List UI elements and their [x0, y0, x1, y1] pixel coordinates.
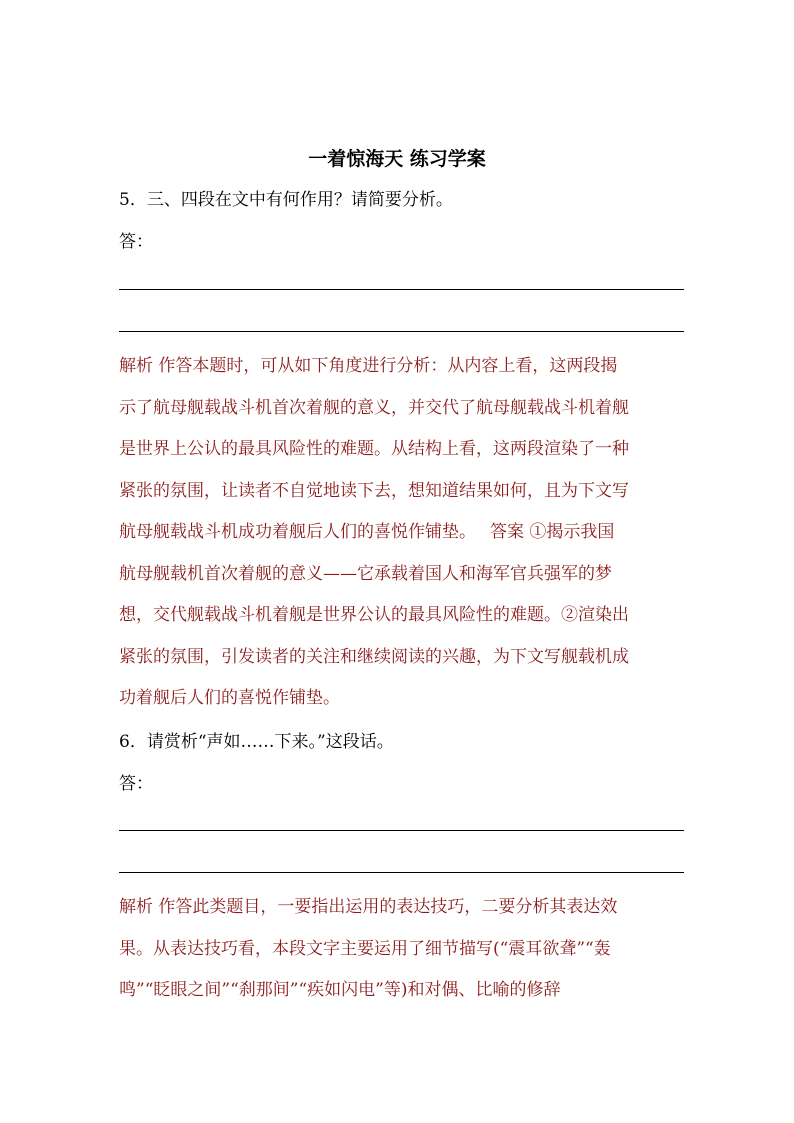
answer-label-5: 答： — [119, 232, 153, 252]
answer-5-line-8: 紧张的氛围，引发读者的关注和继续阅读的兴趣，为下文写舰载机成 — [119, 647, 629, 667]
answer-label-6: 答： — [119, 774, 153, 794]
analysis-5-line-2: 示了航母舰载战斗机首次着舰的意义，并交代了航母舰载战斗机着舰 — [119, 398, 629, 418]
page-title: 一着惊海天 练习学案 — [308, 148, 486, 170]
question-6: 6．请赏析“声如……下来。”这段话。 — [119, 732, 394, 752]
answer-blank-line-1 — [119, 289, 684, 290]
answer-5-line-9: 功着舰后人们的喜悦作铺垫。 — [119, 688, 340, 708]
analysis-5-line-5-text: 航母舰载战斗机成功着舰后人们的喜悦作铺垫。 — [119, 522, 476, 542]
analysis-5-line-1: 解析 作答本题时，可从如下角度进行分析：从内容上看，这两段揭 — [119, 356, 618, 376]
answer-5-line-7: 想，交代舰载战斗机着舰是世界公认的最具风险性的难题。②渲染出 — [119, 605, 629, 625]
analysis-5-line-5 — [119, 520, 679, 544]
answer-blank-line-3 — [119, 830, 684, 831]
answer-blank-line-4 — [119, 872, 684, 873]
analysis-5-line-3: 是世界上公认的最具风险性的难题。从结构上看，这两段渲染了一种 — [119, 439, 629, 459]
analysis-5-line-4: 紧张的氛围，让读者不自觉地读下去，想知道结果如何，且为下文写 — [119, 481, 629, 501]
question-5: 5．三、四段在文中有何作用？请简要分析。 — [119, 190, 453, 210]
analysis-6-line-2: 果。从表达技巧看，本段文字主要运用了细节描写(“震耳欲聋”“轰 — [119, 939, 611, 959]
answer-5-line-6: 航母舰载机首次着舰的意义——它承载着国人和海军官兵强军的梦 — [119, 564, 612, 584]
analysis-6-line-3: 鸣”“眨眼之间”“刹那间”“疾如闪电”等)和对偶、比喻的修辞 — [119, 980, 561, 1000]
analysis-6-line-1: 解析 作答此类题目，一要指出运用的表达技巧，二要分析其表达效 — [119, 897, 618, 917]
answer-5-label: 答案 ①揭示我国 — [490, 522, 615, 542]
answer-blank-line-2 — [119, 331, 684, 332]
